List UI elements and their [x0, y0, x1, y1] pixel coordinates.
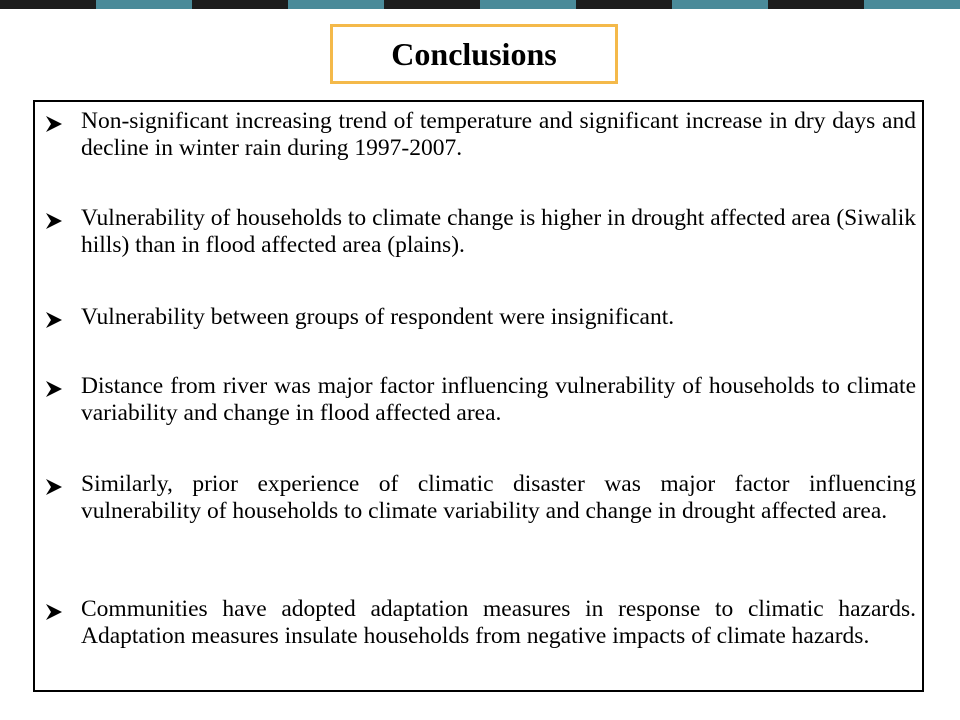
- top-decorative-stripe: [0, 0, 960, 9]
- page-title: Conclusions: [391, 35, 557, 72]
- arrowhead-bullet-icon: [45, 205, 81, 259]
- arrowhead-bullet-icon: [45, 304, 81, 334]
- list-item: [45, 471, 916, 525]
- arrowhead-bullet-icon: [45, 596, 81, 650]
- bullet-text: Similarly, prior experience of climatic disaster was major factor influencing vulnerability of households to climate variability and change in drought affected area.: [81, 471, 916, 524]
- list-item: [45, 596, 916, 650]
- arrowhead-bullet-icon: [45, 373, 81, 427]
- title-box: [330, 24, 618, 84]
- list-item: [45, 304, 916, 334]
- bullet-text: Vulnerability of households to climate change is higher in drought affected area (Siwalik hills) than in flood affected area (plains).: [81, 205, 916, 258]
- bullet-text: Vulnerability between groups of respondent were insignificant.: [81, 304, 675, 330]
- list-item: [45, 108, 916, 162]
- arrowhead-bullet-icon: [45, 108, 81, 162]
- bullet-text: Non-significant increasing trend of temperature and significant increase in dry days and decline in winter rain during 1997-2007.: [81, 108, 916, 161]
- bullet-text: Communities have adopted adaptation measures in response to climatic hazards. Adaptation measures insulate households from negative impacts of climate hazards.: [81, 596, 916, 649]
- arrowhead-bullet-icon: [45, 471, 81, 525]
- list-item: [45, 205, 916, 259]
- list-item: [45, 373, 916, 427]
- conclusions-content-box: [33, 100, 924, 692]
- bullet-text: Distance from river was major factor influencing vulnerability of households to climate variability and change in flood affected area.: [81, 373, 916, 426]
